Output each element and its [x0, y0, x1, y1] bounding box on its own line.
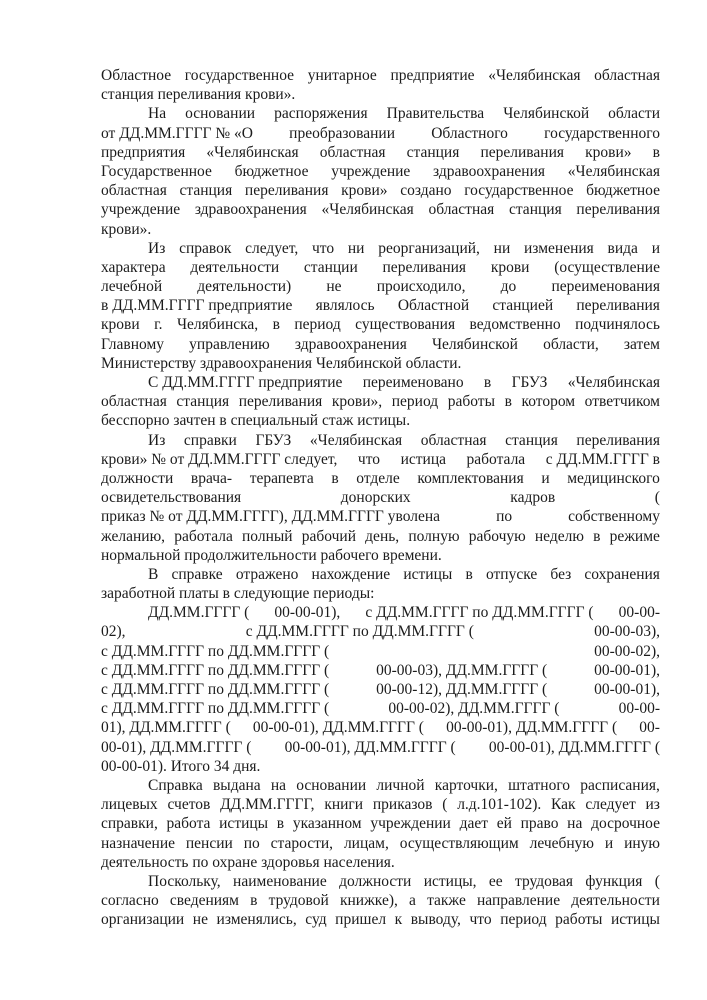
text-segment: Челябинской [503, 105, 590, 123]
text-segment: из [645, 796, 660, 814]
text-segment: истица [400, 450, 446, 468]
text-segment: областная [101, 182, 167, 200]
text-segment: государственное [464, 182, 574, 200]
text-segment: с ДД.ММ.ГГГГ по ДД.ММ.ГГГГ ( [245, 623, 474, 641]
text-segment: истицы [403, 565, 453, 583]
text-segment: врача- [190, 469, 233, 487]
text-segment: вида [607, 239, 638, 257]
text-segment: и [604, 834, 614, 852]
text-segment: медицинского [567, 469, 660, 487]
text-segment: «Челябинская [567, 162, 660, 180]
text-segment: л.д.101-102). [457, 796, 542, 814]
text-segment: «Челябинская [567, 374, 660, 391]
text-segment: «Челябинская [488, 67, 581, 84]
text-segment: котором [521, 393, 576, 411]
text-segment: освидетельствования [101, 489, 242, 507]
text-segment: г. [154, 316, 163, 334]
text-segment: должности [339, 872, 412, 890]
text-line [101, 795, 660, 814]
text-segment: Справка [148, 776, 203, 794]
text-segment: С ДД.ММ.ГГГГ предприятие [148, 374, 343, 391]
text-line [101, 469, 660, 488]
text-segment: Челябинской [431, 335, 518, 353]
text-segment: 00-00-02), ДД.ММ.ГГГГ ( [388, 700, 560, 718]
text-segment: ни [347, 239, 365, 257]
text-segment: ее [488, 872, 503, 890]
text-segment: станция [406, 143, 460, 161]
text-segment: Областной [397, 297, 470, 315]
text-segment: 01), ДД.ММ.ГГГГ ( [101, 719, 231, 737]
text-segment: 00-00- [618, 604, 660, 622]
text-line [101, 181, 660, 200]
text-segment: личной [376, 776, 425, 794]
text-segment: крови» № от ДД.ММ.ГГГГ следует, [101, 450, 338, 468]
text-segment: работы [555, 911, 603, 929]
text-segment: приказов [372, 796, 433, 814]
text-segment: переливания [480, 143, 565, 161]
text-segment: с ДД.ММ.ГГГГ по ДД.ММ.ГГГГ ( [101, 681, 330, 698]
text-segment: день, [365, 527, 400, 545]
text-segment: период [391, 393, 439, 411]
text-segment: работы [447, 393, 495, 411]
text-segment: основании [185, 105, 256, 123]
text-line [101, 315, 660, 334]
text-segment: 00-00-01), ДД.ММ.ГГГГ ( [284, 738, 456, 756]
text-segment: Как [551, 796, 576, 814]
text-segment: рабочий [301, 527, 357, 545]
text-segment: ( [654, 872, 660, 890]
text-segment: что [357, 450, 381, 468]
text-line [101, 373, 660, 392]
text-segment: крови [490, 258, 530, 276]
text-line [101, 66, 660, 85]
text-segment: подчинялось [575, 316, 660, 334]
text-segment: управлению [189, 335, 270, 353]
text-segment: назначение [101, 834, 175, 852]
text-segment: станция [505, 431, 558, 449]
text-segment: лицам, [343, 834, 389, 852]
text-segment: старости, [270, 834, 334, 852]
text-segment: областная [319, 143, 386, 161]
text-segment: с ДД.ММ.ГГГГ по ДД.ММ.ГГГГ ( [101, 642, 330, 660]
text-segment: и [541, 469, 550, 487]
text-segment: следует [585, 796, 636, 814]
text-segment: Главному [101, 335, 165, 353]
text-segment: от ДД.ММ.ГГГГ № «О [101, 124, 253, 142]
text-segment: Челябинска, [176, 316, 259, 334]
text-line [101, 527, 660, 546]
text-segment: полный [242, 527, 293, 545]
text-segment: следует, [245, 239, 299, 257]
text-segment: здравоохранения [433, 162, 546, 180]
text-line: заработной платы в следующие периоды: [101, 585, 375, 603]
text-segment: переименования [551, 278, 660, 296]
text-segment: карточки, [434, 776, 498, 794]
text-segment: истицы [219, 815, 269, 833]
text-segment: счетов [167, 796, 211, 814]
text-segment: станция [176, 393, 230, 411]
text-segment: отпуске [485, 565, 538, 583]
text-segment: государственного [544, 124, 660, 142]
text-segment: неделю [534, 527, 584, 545]
text-line [101, 565, 660, 584]
text-segment: ГБУЗ [511, 374, 548, 391]
text-line [101, 661, 660, 680]
text-line [101, 124, 660, 143]
text-segment: выдана [212, 776, 261, 794]
text-segment: происходило, [376, 278, 466, 296]
text-segment: лечебную [529, 834, 595, 852]
text-segment: В [148, 565, 159, 583]
text-segment: в [250, 892, 258, 910]
text-segment: в [465, 565, 473, 583]
text-segment: создано [400, 182, 452, 200]
text-segment: сведениям [169, 892, 239, 910]
text-segment: книжке), [339, 892, 398, 910]
text-segment: ответчиком [584, 393, 660, 411]
text-segment: до [500, 278, 517, 296]
text-segment: ( [442, 796, 448, 814]
text-line [101, 431, 660, 450]
text-segment: комплектования [417, 469, 524, 487]
text-segment: пришел [335, 911, 387, 929]
text-segment: 00-00-03), [594, 623, 660, 641]
text-segment: также [427, 892, 466, 910]
paragraph [101, 373, 660, 431]
text-line [101, 488, 660, 507]
text-line: крови». [101, 220, 152, 238]
paragraph [101, 66, 660, 104]
text-segment: пенсии [185, 834, 233, 852]
text-segment: в [483, 374, 492, 391]
text-segment: лечебной [101, 278, 163, 296]
text-segment: справок [179, 239, 232, 257]
text-segment: Поскольку, [148, 872, 221, 890]
text-segment: что [311, 239, 335, 257]
text-line [101, 622, 660, 641]
text-line [101, 776, 660, 795]
text-segment: здравоохранения [294, 335, 407, 353]
text-segment: ей [496, 815, 512, 833]
text-line [101, 450, 660, 469]
paragraph [101, 872, 660, 930]
text-segment: ( [654, 489, 660, 507]
text-line [101, 104, 660, 123]
text-segment: с ДД.ММ.ГГГГ по ДД.ММ.ГГГГ ( [365, 604, 594, 622]
text-segment: станции [303, 258, 358, 276]
text-segment: выводу, [410, 911, 461, 929]
text-segment: функция [585, 872, 643, 890]
text-segment: наименование [233, 872, 327, 890]
text-segment: бюджетное [234, 162, 309, 180]
text-segment: с ДД.ММ.ГГГГ в [545, 450, 660, 468]
text-line [101, 718, 660, 737]
paragraph [101, 104, 660, 238]
text-segment: истицы, [423, 872, 477, 890]
text-segment: 02), [101, 623, 126, 641]
paragraph [101, 603, 660, 776]
text-segment: без [550, 565, 572, 583]
text-line [101, 296, 660, 315]
text-segment: Из [148, 431, 166, 449]
text-segment: существования [355, 316, 456, 334]
text-segment: сохранения [584, 565, 660, 583]
text-segment: в [276, 815, 285, 833]
text-segment: отделе [356, 469, 400, 487]
text-segment: к [394, 911, 403, 929]
text-segment: ГБУЗ [255, 431, 292, 449]
paragraph [101, 431, 660, 565]
text-segment: иную [624, 834, 660, 852]
text-segment: 00-01), ДД.ММ.ГГГГ ( [101, 738, 252, 756]
text-segment: на [567, 815, 583, 833]
text-segment: с ДД.ММ.ГГГГ по ДД.ММ.ГГГГ ( [101, 700, 330, 718]
text-segment: истицы [610, 911, 660, 929]
text-segment: крови [101, 316, 140, 334]
text-segment: переименовано [362, 374, 464, 391]
text-segment: ДД.ММ.ГГГГ, [220, 796, 315, 814]
text-segment: работала [174, 527, 233, 545]
text-segment: переливания [382, 258, 467, 276]
text-line [101, 335, 660, 354]
text-segment: трудовой [268, 892, 329, 910]
text-line [101, 738, 660, 757]
text-segment: в [272, 316, 280, 334]
text-segment: переливания [576, 201, 660, 219]
text-segment: в [593, 527, 601, 545]
text-segment: предприятие [390, 67, 475, 84]
text-segment: станция [179, 182, 233, 200]
text-segment: учреждении [370, 815, 451, 833]
text-segment: по [496, 508, 513, 526]
text-segment: право [520, 815, 559, 833]
text-segment: суд [305, 911, 327, 929]
text-segment: предприятия [101, 143, 186, 161]
text-segment: (осуществление [554, 258, 660, 276]
text-line [101, 910, 660, 929]
text-segment: донорских [340, 489, 411, 507]
text-segment: 00-00-03), ДД.ММ.ГГГГ ( [376, 661, 548, 679]
text-segment: крови», [331, 393, 383, 411]
text-segment: не [326, 278, 342, 296]
text-segment: штатного [508, 776, 571, 794]
document-body [101, 66, 660, 929]
text-segment: переливания [238, 393, 323, 411]
text-segment: 00-00-01), [274, 604, 341, 622]
text-segment: дает [459, 815, 488, 833]
text-segment: что [469, 911, 492, 929]
text-segment: изменялись, [216, 911, 297, 929]
text-segment: и [651, 239, 660, 257]
text-line [101, 277, 660, 296]
text-segment: трудовая [515, 872, 574, 890]
text-segment: областная [101, 393, 167, 411]
text-segment: бюджетное [586, 182, 660, 200]
text-segment: рабочую [468, 527, 526, 545]
text-segment: крови» [341, 182, 388, 200]
text-segment: На [148, 105, 167, 123]
text-line [101, 507, 660, 526]
text-segment: в [331, 469, 339, 487]
text-segment: «Челябинская [309, 431, 403, 449]
text-segment: досрочное [591, 815, 660, 833]
text-segment: «Челябинская [206, 143, 299, 161]
text-segment: собственному [568, 508, 660, 526]
text-segment: деятельности [190, 258, 280, 276]
text-line: бесспорно зачтен в специальный стаж истицы. [101, 412, 411, 430]
text-segment: учреждение [331, 162, 411, 180]
text-line: Министерству здравоохранения Челябинской области. [101, 354, 462, 372]
text-segment: желанию, [101, 527, 166, 545]
text-segment: ведомственно [469, 316, 561, 334]
text-segment: переливания [244, 182, 329, 200]
text-segment: приказ № от ДД.ММ.ГГГГ), ДД.ММ.ГГГГ уволена [101, 508, 441, 526]
text-segment: организации [101, 911, 185, 929]
text-segment: затем [623, 335, 660, 353]
text-segment: справке [171, 565, 223, 583]
text-segment: 00-00-01), ДД.ММ.ГГГГ ( [252, 719, 424, 737]
text-segment: 00-00-12), ДД.ММ.ГГГГ ( [376, 681, 548, 698]
text-segment: деятельности) [197, 278, 292, 296]
text-segment: 00-00-02), [594, 642, 660, 660]
text-segment: государственное [184, 67, 295, 84]
text-segment: станцией [492, 297, 554, 315]
text-line [101, 162, 660, 181]
text-segment: Государственное [101, 162, 212, 180]
text-segment: области, [543, 335, 599, 353]
text-segment: период [294, 316, 341, 334]
text-line [101, 834, 660, 853]
text-segment: 00-00-01), [594, 661, 660, 679]
text-segment: переливания [576, 297, 660, 315]
text-segment: распоряжения [274, 105, 368, 123]
paragraph [101, 239, 660, 373]
text-segment: 00-00-01), ДД.ММ.ГГГГ ( [488, 738, 660, 756]
text-segment: направление [476, 892, 561, 910]
text-segment: согласно [101, 892, 159, 910]
text-segment: в [652, 143, 660, 161]
text-segment: областная [420, 431, 487, 449]
text-line [101, 699, 660, 718]
text-segment: осуществляющим [399, 834, 519, 852]
text-segment: здравоохранения [194, 201, 307, 219]
text-segment: основании [296, 776, 367, 794]
text-segment: ни [493, 239, 511, 257]
text-segment: нахождение [311, 565, 391, 583]
text-line [101, 143, 660, 162]
text-segment: лицевых [101, 796, 158, 814]
text-segment: должности [101, 469, 174, 487]
text-segment: изменения [524, 239, 594, 257]
text-segment: справки, [101, 815, 158, 833]
text-segment: на [270, 776, 287, 794]
text-segment: отражено [235, 565, 299, 583]
text-segment: ДД.ММ.ГГГГ ( [148, 604, 250, 622]
text-segment: учреждение [101, 201, 181, 219]
text-segment: в ДД.ММ.ГГГГ предприятие [101, 297, 293, 315]
text-segment: по [243, 834, 260, 852]
text-segment: полную [408, 527, 460, 545]
text-line [101, 642, 660, 661]
text-segment: реорганизаций, [378, 239, 480, 257]
text-segment: Областного [431, 124, 508, 142]
text-line [101, 603, 660, 622]
text-segment: 00-00- [618, 700, 660, 718]
text-line [101, 239, 660, 258]
text-segment: в [504, 393, 512, 411]
text-line: станция переливания крови». [101, 86, 296, 104]
text-line [101, 814, 660, 833]
text-segment: период [500, 911, 547, 929]
text-segment: указанном [292, 815, 362, 833]
text-segment: Из [148, 239, 166, 257]
text-segment: станция [508, 201, 562, 219]
text-segment: а [409, 892, 416, 910]
text-segment: крови» [585, 143, 632, 161]
text-segment: области [608, 105, 660, 123]
text-line [101, 392, 660, 411]
text-segment: режиме [609, 527, 660, 545]
text-line: нормальной продолжительности рабочего времени. [101, 546, 442, 564]
text-line [101, 680, 660, 699]
text-segment: Областное [101, 67, 172, 84]
text-segment: работа [166, 815, 211, 833]
text-segment: областная [594, 67, 660, 84]
text-segment: не [192, 911, 208, 929]
text-segment: Правительства [386, 105, 485, 123]
text-segment: работала [466, 450, 526, 468]
text-segment: деятельности [571, 892, 660, 910]
text-line: 00-00-01). Итого 34 дня. [101, 757, 261, 775]
text-segment: книги [324, 796, 364, 814]
text-segment: унитарное [307, 67, 377, 84]
text-line [101, 258, 660, 277]
text-line [101, 872, 660, 891]
text-segment: 00-00-01), ДД.ММ.ГГГГ ( [446, 719, 618, 737]
text-segment: кадров [510, 489, 556, 507]
paragraph [101, 776, 660, 872]
paragraph [101, 565, 660, 603]
text-segment: являлось [315, 297, 375, 315]
text-line [101, 200, 660, 219]
text-segment: преобразовании [289, 124, 396, 142]
text-segment: расписания, [580, 776, 660, 794]
text-segment: терапевта [249, 469, 314, 487]
text-segment: справки [183, 431, 237, 449]
text-line [101, 891, 660, 910]
text-segment: характера [101, 258, 166, 276]
text-segment: 00-00-01), [594, 681, 660, 698]
text-segment: переливания [576, 431, 660, 449]
text-segment: 00- [639, 719, 660, 737]
text-segment: с ДД.ММ.ГГГГ по ДД.ММ.ГГГГ ( [101, 661, 330, 679]
text-segment: областная [428, 201, 495, 219]
text-segment: «Челябинская [321, 201, 414, 219]
text-line: деятельность по охране здоровья населения. [101, 853, 395, 871]
